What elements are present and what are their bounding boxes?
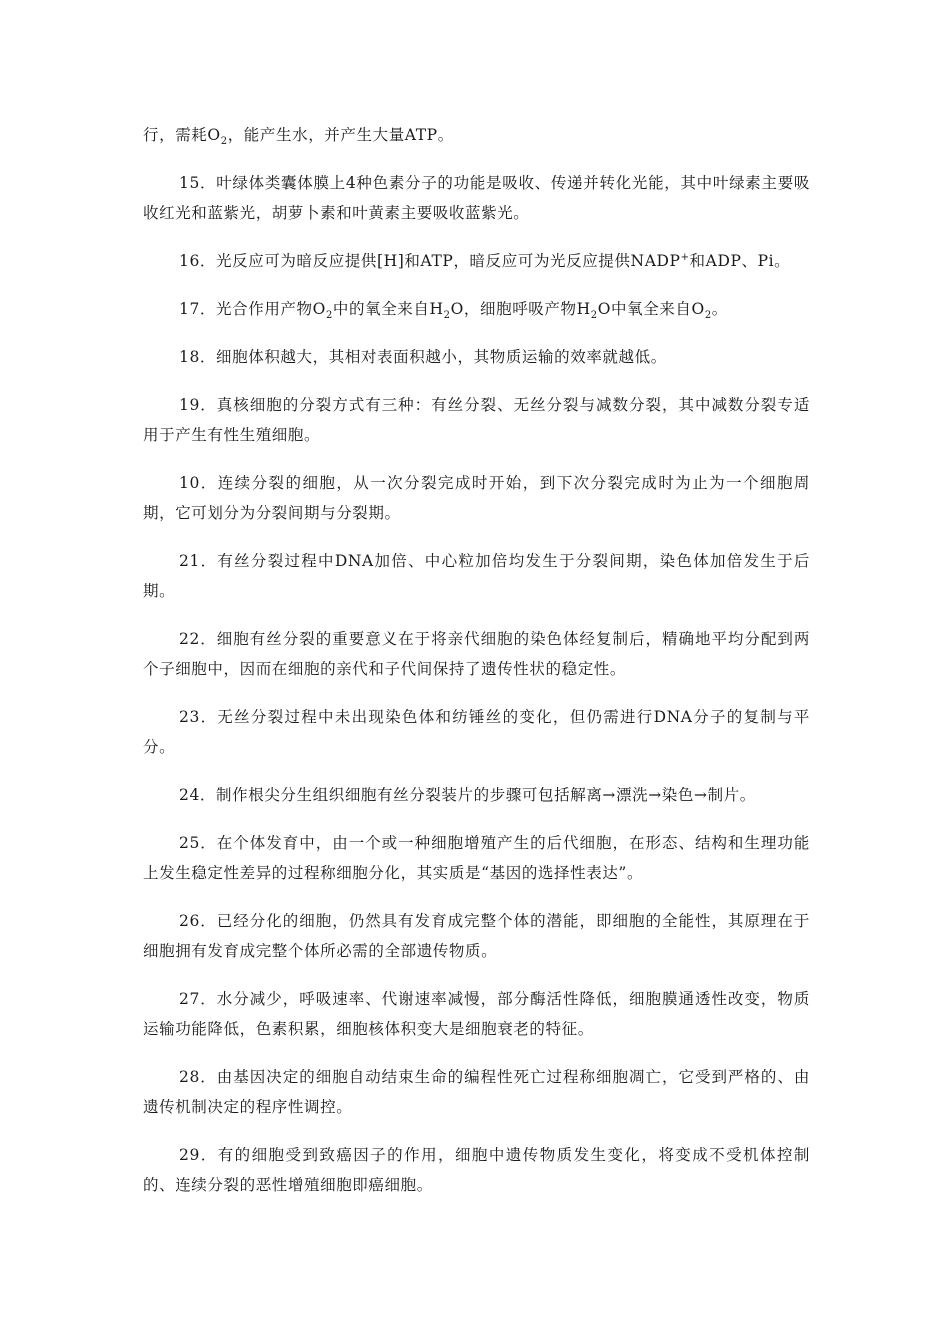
numbered-paragraph — [143, 1140, 810, 1200]
continued-paragraph — [143, 120, 810, 150]
paragraph-text: 25．在个体发育中，由一个或一种细胞增殖产生的后代细胞，在形态、结构和生理功能上发生稳定性差异的过程称细胞分化，其实质是“基因的选择性表达”。 — [143, 834, 810, 882]
numbered-paragraph — [143, 390, 810, 450]
superscript-text: + — [680, 251, 690, 263]
paragraph-text: 21．有丝分裂过程中DNA加倍、中心粒加倍均发生于分裂间期，染色体加倍发生于后期。 — [143, 552, 810, 600]
paragraph-text: 15．叶绿体类囊体膜上4种色素分子的功能是吸收、传递并转化光能，其中叶绿素主要吸收红光和蓝紫光，胡萝卜素和叶黄素主要吸收蓝紫光。 — [143, 174, 810, 222]
paragraph-text: 27．水分减少，呼吸速率、代谢速率减慢，部分酶活性降低，细胞膜通透性改变，物质运输功能降低，色素积累，细胞核体积变大是细胞衰老的特征。 — [143, 990, 810, 1038]
numbered-paragraph — [143, 342, 810, 372]
paragraph-text: 行，需耗O — [143, 126, 221, 144]
paragraph-text: ，能产生水，并产生大量ATP。 — [227, 126, 454, 144]
document-body — [143, 120, 810, 1218]
paragraph-text: 26．已经分化的细胞，仍然具有发育成完整个体的潜能，即细胞的全能性，其原理在于细胞拥有发育成完整个体所必需的全部遗传物质。 — [143, 912, 810, 960]
paragraph-text: 19．真核细胞的分裂方式有三种：有丝分裂、无丝分裂与减数分裂，其中减数分裂专适用于产生有性生殖细胞。 — [143, 396, 810, 444]
paragraph-text: 23．无丝分裂过程中未出现染色体和纺锤丝的变化，但仍需进行DNA分子的复制与平分。 — [143, 708, 810, 756]
numbered-paragraph — [143, 468, 810, 528]
subscript-text: 2 — [325, 310, 333, 322]
numbered-paragraph — [143, 984, 810, 1044]
numbered-paragraph — [143, 246, 810, 276]
paragraph-text: 。 — [711, 300, 728, 318]
subscript-text: 2 — [220, 136, 228, 148]
numbered-paragraph — [143, 1062, 810, 1122]
numbered-paragraph — [143, 294, 810, 324]
paragraph-text: 16．光反应可为暗反应提供[H]和ATP，暗反应可为光反应提供NADP — [179, 252, 681, 270]
paragraph-text: O，细胞呼吸产物H — [450, 300, 591, 318]
paragraph-text: 18．细胞体积越大，其相对表面积越小，其物质运输的效率就越低。 — [179, 348, 667, 366]
paragraph-text: O中氧全来自O — [597, 300, 705, 318]
paragraph-text: 24．制作根尖分生组织细胞有丝分裂装片的步骤可包括解离→漂洗→染色→制片。 — [179, 786, 756, 804]
paragraph-text: 和ADP、Pi。 — [689, 252, 791, 270]
paragraph-text: 10．连续分裂的细胞，从一次分裂完成时开始，到下次分裂完成时为止为一个细胞周期，它可划分为分裂间期与分裂期。 — [143, 474, 810, 522]
paragraph-text: 29．有的细胞受到致癌因子的作用，细胞中遗传物质发生变化，将变成不受机体控制的、连续分裂的恶性增殖细胞即癌细胞。 — [143, 1146, 810, 1194]
paragraph-text: 中的氧全来自H — [332, 300, 444, 318]
numbered-paragraph — [143, 780, 810, 810]
paragraph-text: 22．细胞有丝分裂的重要意义在于将亲代细胞的染色体经复制后，精确地平均分配到两个子细胞中，因而在细胞的亲代和子代间保持了遗传性状的稳定性。 — [143, 630, 810, 678]
subscript-text: 2 — [704, 310, 712, 322]
paragraph-text: 17．光合作用产物O — [179, 300, 326, 318]
numbered-paragraph — [143, 546, 810, 606]
subscript-text: 2 — [443, 310, 451, 322]
numbered-paragraph — [143, 702, 810, 762]
paragraph-text: 28．由基因决定的细胞自动结束生命的编程性死亡过程称细胞凋亡，它受到严格的、由遗传机制决定的程序性调控。 — [143, 1068, 810, 1116]
numbered-paragraph — [143, 906, 810, 966]
numbered-paragraph — [143, 168, 810, 228]
numbered-paragraph — [143, 828, 810, 888]
subscript-text: 2 — [590, 310, 598, 322]
numbered-paragraph — [143, 624, 810, 684]
